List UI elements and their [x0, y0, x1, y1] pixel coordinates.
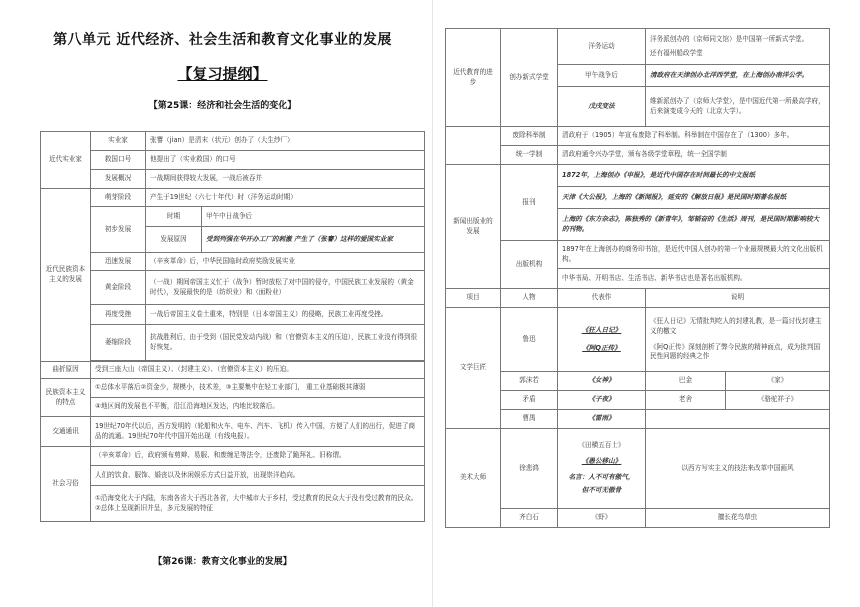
- outline-text: 【复习提纲】: [177, 65, 268, 84]
- table-row: [446, 165, 830, 187]
- row-text: 中华书局、开明书店、生活书店、新华书店也是著名出版机构。: [558, 269, 830, 289]
- row-label: 发展概况: [91, 170, 146, 189]
- work-quote: 名言：人不可有傲气，: [568, 472, 635, 481]
- row-text: 1897年在上海创办的商务印书馆，是近代中国人创办的第一个业最规模最大的文化出版机构。: [558, 241, 830, 269]
- row-label: 出版机构: [501, 241, 558, 289]
- header-works: 代表作: [558, 289, 646, 308]
- row-sublabel: 甲午战争后: [558, 65, 646, 87]
- table-row: [41, 151, 425, 170]
- row-text: （辛亥革命）后，政府颁布剪辫、易服、和废缠足等法令，还废除了跪拜礼、旧称谓。: [91, 447, 425, 466]
- row-text: ④地区间的发展也不平衡，沿江沿海地区发达，内地比较落后。: [91, 398, 425, 417]
- person-works: 《虾》: [558, 509, 646, 528]
- row-text: 1872年，上海创办《申报》，是近代中国存在时间最长的中文报纸: [558, 165, 830, 187]
- row-text: ①沿海变化大于内陆，东南各省大于西北各省，大中城市大于乡村，受过教育的民众大于没有受过教育的民众。②总体上呈现新旧并呈，多元发展的特征: [91, 486, 425, 522]
- table-row: [446, 29, 830, 65]
- row-text-line: 还有福州船政学堂: [650, 48, 703, 57]
- table-row: [446, 509, 830, 528]
- row-category: 社会习俗: [41, 447, 91, 522]
- header-item: 项目: [446, 289, 501, 308]
- table-row: [41, 207, 425, 227]
- row-text: 产生于19世纪（六七十年代）时（洋务运动时期）: [146, 189, 425, 207]
- person-works: 《骆驼祥子》: [726, 391, 830, 410]
- row-text: 受到列强在华开办工厂的刺激 产生了（张謇）这样的爱国实业家: [202, 227, 425, 253]
- table-row: [41, 362, 425, 379]
- row-label: 萎缩阶段: [91, 325, 146, 361]
- table-row: [41, 398, 425, 417]
- row-text: 受到三座大山（帝国主义）、（封建主义）、（官僚资本主义）的压迫。: [91, 362, 425, 379]
- row-category: 美术大师: [446, 429, 501, 528]
- table-row: [41, 417, 425, 447]
- row-text: 甲午中日战争后: [202, 207, 425, 227]
- table-row: [446, 429, 830, 509]
- row-label: 迅速发展: [91, 253, 146, 271]
- desc-line: 《狂人日记》无情批判吃人的封建礼教，是一篇讨伐封建主义的檄文: [650, 317, 822, 335]
- left-column: [20, 30, 425, 113]
- row-category: 曲折原因: [41, 362, 91, 379]
- row-label: 实业家: [91, 132, 146, 151]
- table-header-row: [446, 289, 830, 308]
- table-row: [41, 305, 425, 325]
- person-desc: [646, 410, 830, 429]
- row-text: 清政府在天津创办北洋西学堂，在上海创办南洋公学。: [646, 65, 830, 87]
- table-row: [446, 391, 830, 410]
- person-desc: [646, 308, 830, 372]
- row-category: 交通通讯: [41, 417, 91, 447]
- table-row: [446, 241, 830, 269]
- row-category: 近代民族资本主义的发展: [41, 189, 91, 362]
- row-label: 初步发展: [91, 207, 146, 253]
- table-row: [446, 146, 830, 165]
- person-name: 齐白石: [501, 509, 558, 528]
- row-text: 上海的《东方杂志》，陈独秀的《新青年》，邹韬奋的《生活》周刊，是民国时期影响较大的刊物。: [558, 209, 830, 241]
- row-label: 再度受挫: [91, 305, 146, 325]
- table-row: [41, 486, 425, 522]
- person-name: 曹禺: [501, 410, 558, 429]
- row-text: [646, 29, 830, 65]
- row-category: 民族资本主义的特点: [41, 379, 91, 417]
- table-row: [41, 132, 425, 151]
- person-desc: 以西方写实主义的技法来改革中国画风: [646, 429, 830, 509]
- work-quote: 但不可无傲骨: [581, 486, 622, 495]
- table-row: [41, 325, 425, 361]
- header-person: 人物: [501, 289, 558, 308]
- row-text: 张謇（jian）是清末（状元）创办了（大生纱厂）: [146, 132, 425, 151]
- row-text: （一战）期间帝国主义忙于（战争）暂时放松了对中国的侵夺，中国民族工业发展的（黄金时代），发展最快的是（纺织业）和（面粉业）: [146, 271, 425, 305]
- education-culture-table: [445, 28, 830, 528]
- row-text: ①总体水平落后②资金少，规模小，技术差，③主要集中在轻工业部门， 重工业基础极其薄弱: [91, 379, 425, 398]
- row-label: 创办新式学堂: [501, 29, 558, 127]
- table-row: [41, 271, 425, 305]
- header-desc: 说明: [646, 289, 830, 308]
- work-title: 《阿Q正传》: [582, 343, 621, 352]
- row-text: 一战期间获得较大发展，一战后被吞并: [146, 170, 425, 189]
- row-category: 近代教育的进步: [446, 29, 501, 127]
- outline-title: [20, 64, 425, 86]
- person-name: 矛盾: [501, 391, 558, 410]
- work-title: 《愚公移山》: [581, 456, 622, 465]
- work-title: 《狂人日记》: [581, 325, 622, 334]
- table-row: [446, 410, 830, 429]
- row-label: 救国口号: [91, 151, 146, 170]
- table-row: [446, 127, 830, 146]
- table-row: [41, 379, 425, 398]
- row-label: 萌芽阶段: [91, 189, 146, 207]
- person-works: [558, 308, 646, 372]
- lesson-25-title: 【第25课：经济和社会生活的变化】: [148, 101, 297, 112]
- row-text-line: 洋务派创办的（京师同文馆）是中国第一所新式学堂。: [650, 34, 809, 43]
- person-name: 巴金: [646, 372, 726, 391]
- person-name: 老舍: [646, 391, 726, 410]
- lesson-26-title: 【第26课：教育文化事业的发展】: [153, 557, 292, 567]
- row-category: 文学巨匠: [446, 308, 501, 429]
- person-works: 《子夜》: [558, 391, 646, 410]
- row-label: 废除科举制: [501, 127, 558, 146]
- person-works: 《家》: [726, 372, 830, 391]
- person-name: 鲁迅: [501, 308, 558, 372]
- row-text: 维新派创办了（京师大学堂），是中国近代第一所最高学府，后来演变成今天的（北京大学）。: [646, 87, 830, 127]
- table-row: [41, 189, 425, 207]
- row-text: 清政府通令兴办学堂，颁布各级学堂章程，统一全国学制: [558, 146, 830, 165]
- row-text: 19世纪70年代以后，西方发明的（轮船和火车、电车、汽车、飞机）传入中国，方便了人们的出行，促进了商品的流通。19世纪70年代中国开始出现（有线电报）。: [91, 417, 425, 447]
- unit-title: 第八单元 近代经济、社会生活和教育文化事业的发展: [53, 32, 392, 48]
- person-name: 郭沫若: [501, 372, 558, 391]
- row-category: 近代实业家: [41, 132, 91, 189]
- row-sublabel: 时期: [146, 207, 202, 227]
- person-works: 《女神》: [558, 372, 646, 391]
- person-desc: 擅长花鸟草虫: [646, 509, 830, 528]
- person-works: 《雷雨》: [558, 410, 646, 429]
- row-sublabel: 戊戌变法: [558, 87, 646, 127]
- column-divider: [432, 0, 433, 607]
- row-text: 人们的饮食、服饰、婚丧以及休闲娱乐方式日益开放，出现崇洋趋向。: [91, 466, 425, 486]
- economy-society-table: [40, 131, 425, 522]
- row-text: 一战后帝国主义卷土重来，特别是（日本帝国主义）的侵略，民族工业再度受挫。: [146, 305, 425, 325]
- row-text: （辛亥革命）后，中华民国临时政府奖励发展实业: [146, 253, 425, 271]
- row-category: 新闻出版业的发展: [446, 165, 501, 289]
- row-category-spacer: [446, 127, 501, 165]
- table-row: [41, 447, 425, 466]
- table-row: [446, 372, 830, 391]
- row-text: 天津《大公报》，上海的《新闻报》，延安的《解放日报》是民国时期著名报纸: [558, 187, 830, 209]
- row-label: 黄金阶段: [91, 271, 146, 305]
- row-text: 清政府于（1905）年宣布废除了科举制。科举制在中国存在了（1300）多年。: [558, 127, 830, 146]
- table-row: [41, 466, 425, 486]
- work-title: 《田横五百士》: [578, 441, 625, 450]
- row-sublabel: 洋务运动: [558, 29, 646, 65]
- row-sublabel: 发展原因: [146, 227, 202, 253]
- table-row: [446, 308, 830, 372]
- desc-line: 《阿Q正传》深刻剖析了弊今民族的精神面点，成为批判国民性问题的经典之作: [650, 342, 821, 361]
- table-row: [41, 170, 425, 189]
- row-label: 统一学制: [501, 146, 558, 165]
- row-label: 报刊: [501, 165, 558, 241]
- table-row: [41, 253, 425, 271]
- person-works: [558, 429, 646, 509]
- row-text: 他提出了（实业救国）的口号: [146, 151, 425, 170]
- row-text: 抗战胜利后，由于受到（国民党发动内战）和（官僚资本主义的压迫），民族工业没有得到很好恢复。: [146, 325, 425, 361]
- person-name: 徐悲鸿: [501, 429, 558, 509]
